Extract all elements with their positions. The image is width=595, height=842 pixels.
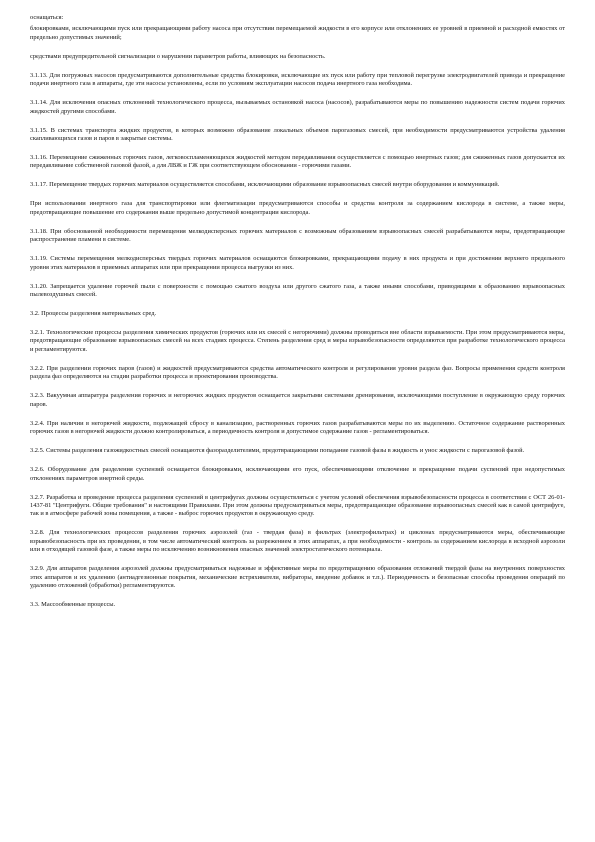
paragraph-3-1-17: 3.1.17. Перемещение твердых горючих материалов осуществляется способами, исключающими образование взрывоопасных смесей внутри оборудования и коммуникаций. bbox=[30, 181, 500, 189]
paragraph-3-2-4: 3.2.4. При наличии в негорючей жидкости, подлежащей сбросу в канализацию, растворенных горючих газов разрабатываются меры по их выделению. Остаточное содержание растворенных горючих газов в негорючей жидкости должно контролироваться, а периодичность контроля и допустимое содержание газов - регламентироваться. bbox=[30, 419, 565, 436]
paragraph-3-1-15: 3.1.15. В системах транспорта жидких продуктов, в которых возможно образование локальных объемов парогазовых смесей, при необходимости предусматриваются устройства удаления скапливающихся газов и паров в закрытые системы. bbox=[30, 126, 565, 143]
paragraph-blocking-pumps: блокировками, исключающими пуск или прекращающими работу насоса при отсутствии перемещаемой жидкости в его корпусе или отклонениях ее уровней в приемной и расходной емкостях от предельно допустимых значений; bbox=[30, 25, 565, 41]
paragraph-3-1-16: 3.1.16. Перемещение сжиженных горючих газов, легковоспламеняющихся жидкостей методом передавливания осуществляется с помощью инертных газов; для сжиженных газов допускается их передавливание собственной газовой фазой, а для ЛВЖ и ГЖ при соответствующем обосновании - горючими газами. bbox=[30, 154, 565, 170]
paragraph-3-2-9: 3.2.9. Для аппаратов разделения аэрозолей должны предусматриваться надежные и эффективные меры по предотвращению образования отложений твердой фазы на внутренних поверхностях этих аппаратов и их удалению (антиадгезионные покрытия, механические встряхиватели, вибраторы, введение добавок и т.п.). Периодичность и безопасные способы проведения операций по удалению отложений (обработки) регламентируются. bbox=[30, 565, 565, 589]
paragraph-3-2-7: 3.2.7. Разработка и проведение процесса разделения суспензий в центрифугах должны осуществляться с учетом условий обеспечения взрывобезопасности процесса в соответствии с ОСТ 26-01-1437-81 "Центрифуги. Общие требования" и настоящими Правилами. При этом должны предусматриваться меры, предотвращающие образование взрывоопасных смесей как в самой центрифуге, так и в атмосфере рабочей зоны помещения, а также - выброс горючих продуктов в окружающую среду. bbox=[30, 493, 565, 518]
paragraph-3-2-8: 3.2.8. Для технологических процессов разделения горючих аэрозолей (газ - твердая фаза) в фильтрах (электрофильтрах) и циклонах предусматриваются меры, обеспечивающие взрывобезопасность при их проведении, в том числе автоматический контроль за разрежением в этих аппаратах, а при необходимости - контроль за содержанием кислорода в исходной аэрозоли или в отходящей газовой фазе, а также меры по исключению возникновения опасных значений электростатического потенциала. bbox=[30, 529, 565, 554]
paragraph-3-2-3: 3.2.3. Вакуумная аппаратура разделения горючих и негорючих жидких продуктов оснащается закрытыми системами дренирования, исключающими поступление в окружающую среду горючих паров. bbox=[30, 392, 565, 408]
section-heading-3-2: 3.2. Процессы разделения материальных сред. bbox=[30, 310, 157, 318]
paragraph-3-1-18: 3.1.18. При обоснованной необходимости перемещения мелкодисперсных горючих материалов с возможным образованием взрывоопасных смесей разрабатываются меры, предотвращающие распространение пламени в системе. bbox=[30, 227, 565, 244]
paragraph-fragment-equip: оснащаться: bbox=[30, 14, 64, 21]
paragraph-3-1-13: 3.1.13. Для погружных насосов предусматриваются дополнительные средства блокировки, исключающие их пуск или работу при тепловой перегрузке электродвигателей привода и прекращение подачи инертного газа в аппараты, где эти насосы установлены, если по условиям эксплуатации насосов подача инертного газа необходима. bbox=[30, 71, 565, 88]
paragraph-inert-gas-control: При использовании инертного газа для транспортировки или флегматизации предусматриваются способы и средства контроля за содержанием кислорода в системе, а также меры, предотвращающие повышение его содержания выше предельно допустимой концентрации кислорода. bbox=[30, 200, 565, 216]
section-heading-3-3: 3.3. Массообменные процессы. bbox=[30, 600, 116, 608]
paragraph-3-2-6: 3.2.6. Оборудование для разделения суспензий оснащается блокировками, исключающими его пуск, обеспечивающими отключение и прекращение подачи суспензий при недопустимых отклонениях параметров инертной среды. bbox=[30, 466, 565, 482]
paragraph-3-2-5: 3.2.5. Системы разделения газожидкостных смесей оснащаются фазоразделителями, предотвращающими попадание газовой фазы в жидкость и унос жидкости с парогазовой фазой. bbox=[30, 447, 525, 455]
paragraph-3-1-19: 3.1.19. Системы перемещения мелкодисперсных твердых горючих материалов оснащаются блокировками, прекращающими подачу в них продукта и при достижении верхнего предельного уровня этих материалов в приемных аппаратах или при прекращении процесса выгрузки из них. bbox=[30, 255, 565, 271]
paragraph-3-1-20: 3.1.20. Запрещается удаление горючей пыли с поверхности с помощью сжатого воздуха или другого сжатого газа, а также иными способами, приводящими к образованию взрывоопасных пылевоздушных смесей. bbox=[30, 282, 565, 299]
paragraph-3-2-2: 3.2.2. При разделении горючих паров (газов) и жидкостей предусматриваются средства автоматического контроля и регулирования уровня раздела фаз. Вопросы применения средств контроля раздела фаз определяются на стадии разработки процесса и проектирования производства. bbox=[30, 364, 565, 381]
paragraph-3-2-1: 3.2.1. Технологические процессы разделения химических продуктов (горючих или их смесей с негорючими) должны проводиться вне области взрываемости. При этом предусматриваются меры, предотвращающие образование взрывоопасных смесей на всех стадиях процесса. Степень разделения сред и меры взрывобезопасности определяются при разработке технологического процесса и регламентируются. bbox=[30, 329, 565, 353]
paragraph-3-1-14: 3.1.14. Для исключения опасных отклонений технологического процесса, вызываемых остановкой насоса (насосов), разрабатываются меры по повышению надежности систем подачи горючих жидкостей другими способами. bbox=[30, 99, 565, 115]
paragraph-alarm-means: средствами предупредительной сигнализации о нарушении параметров работы, влияющих на безопасность. bbox=[30, 52, 326, 60]
